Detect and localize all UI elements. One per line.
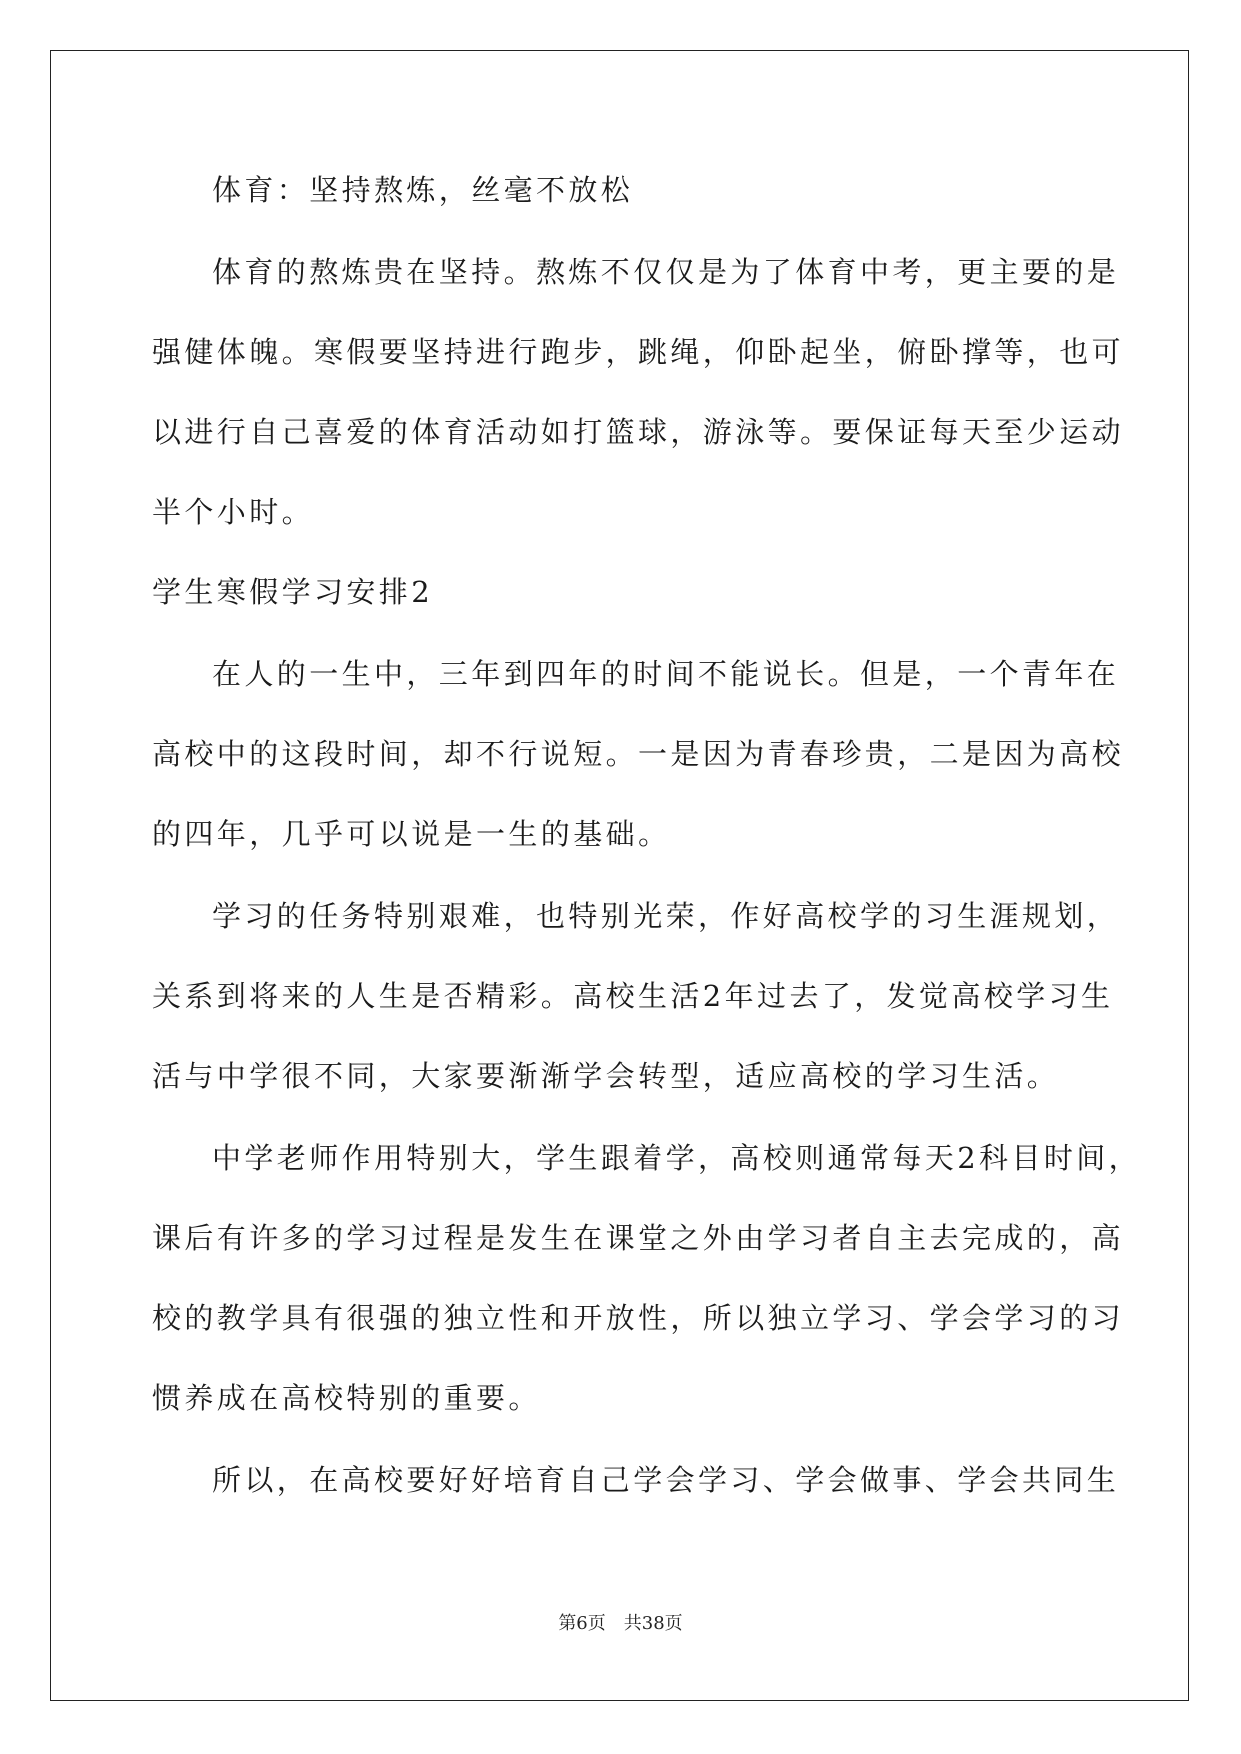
paragraph-line: 惯养成在高校特别的重要。 — [152, 1381, 541, 1415]
page-footer — [0, 1612, 1241, 1636]
current-page-number: 第6页 — [558, 1613, 606, 1634]
paragraph-line: 学习的任务特别艰难，也特别光荣，作好高校学的习生涯规划， — [212, 899, 1120, 933]
paragraph-line: 活与中学很不同，大家要渐渐学会转型，适应高校的学习生活。 — [152, 1059, 1060, 1093]
paragraph-line: 强健体魄。寒假要坚持进行跑步，跳绳，仰卧起坐，俯卧撑等，也可 — [152, 335, 1125, 369]
section-title: 学生寒假学习安排2 — [152, 575, 434, 609]
paragraph-line: 校的教学具有很强的独立性和开放性，所以独立学习、学会学习的习 — [152, 1301, 1125, 1335]
paragraph-line: 课后有许多的学习过程是发生在课堂之外由学习者自主去完成的，高 — [152, 1221, 1125, 1255]
paragraph-line: 关系到将来的人生是否精彩。高校生活2年过去了，发觉高校学习生 — [152, 979, 1114, 1013]
section-heading-sports: 体育：坚持熬炼，丝毫不放松 — [212, 173, 634, 207]
paragraph-line: 以进行自己喜爱的体育活动如打篮球，游泳等。要保证每天至少运动 — [152, 415, 1125, 449]
paragraph-line: 在人的一生中，三年到四年的时间不能说长。但是，一个青年在 — [212, 657, 1120, 691]
paragraph-line: 所以，在高校要好好培育自己学会学习、学会做事、学会共同生 — [212, 1463, 1120, 1497]
paragraph-line: 高校中的这段时间，却不行说短。一是因为青春珍贵，二是因为高校 — [152, 737, 1125, 771]
paragraph-line: 体育的熬炼贵在坚持。熬炼不仅仅是为了体育中考，更主要的是 — [212, 255, 1120, 289]
paragraph-line: 的四年，几乎可以说是一生的基础。 — [152, 817, 671, 851]
paragraph-line: 中学老师作用特别大，学生跟着学，高校则通常每天2科目时间， — [212, 1141, 1142, 1175]
paragraph-line: 半个小时。 — [152, 495, 315, 529]
page-border — [50, 50, 1189, 1701]
total-page-count: 共38页 — [623, 1613, 683, 1634]
